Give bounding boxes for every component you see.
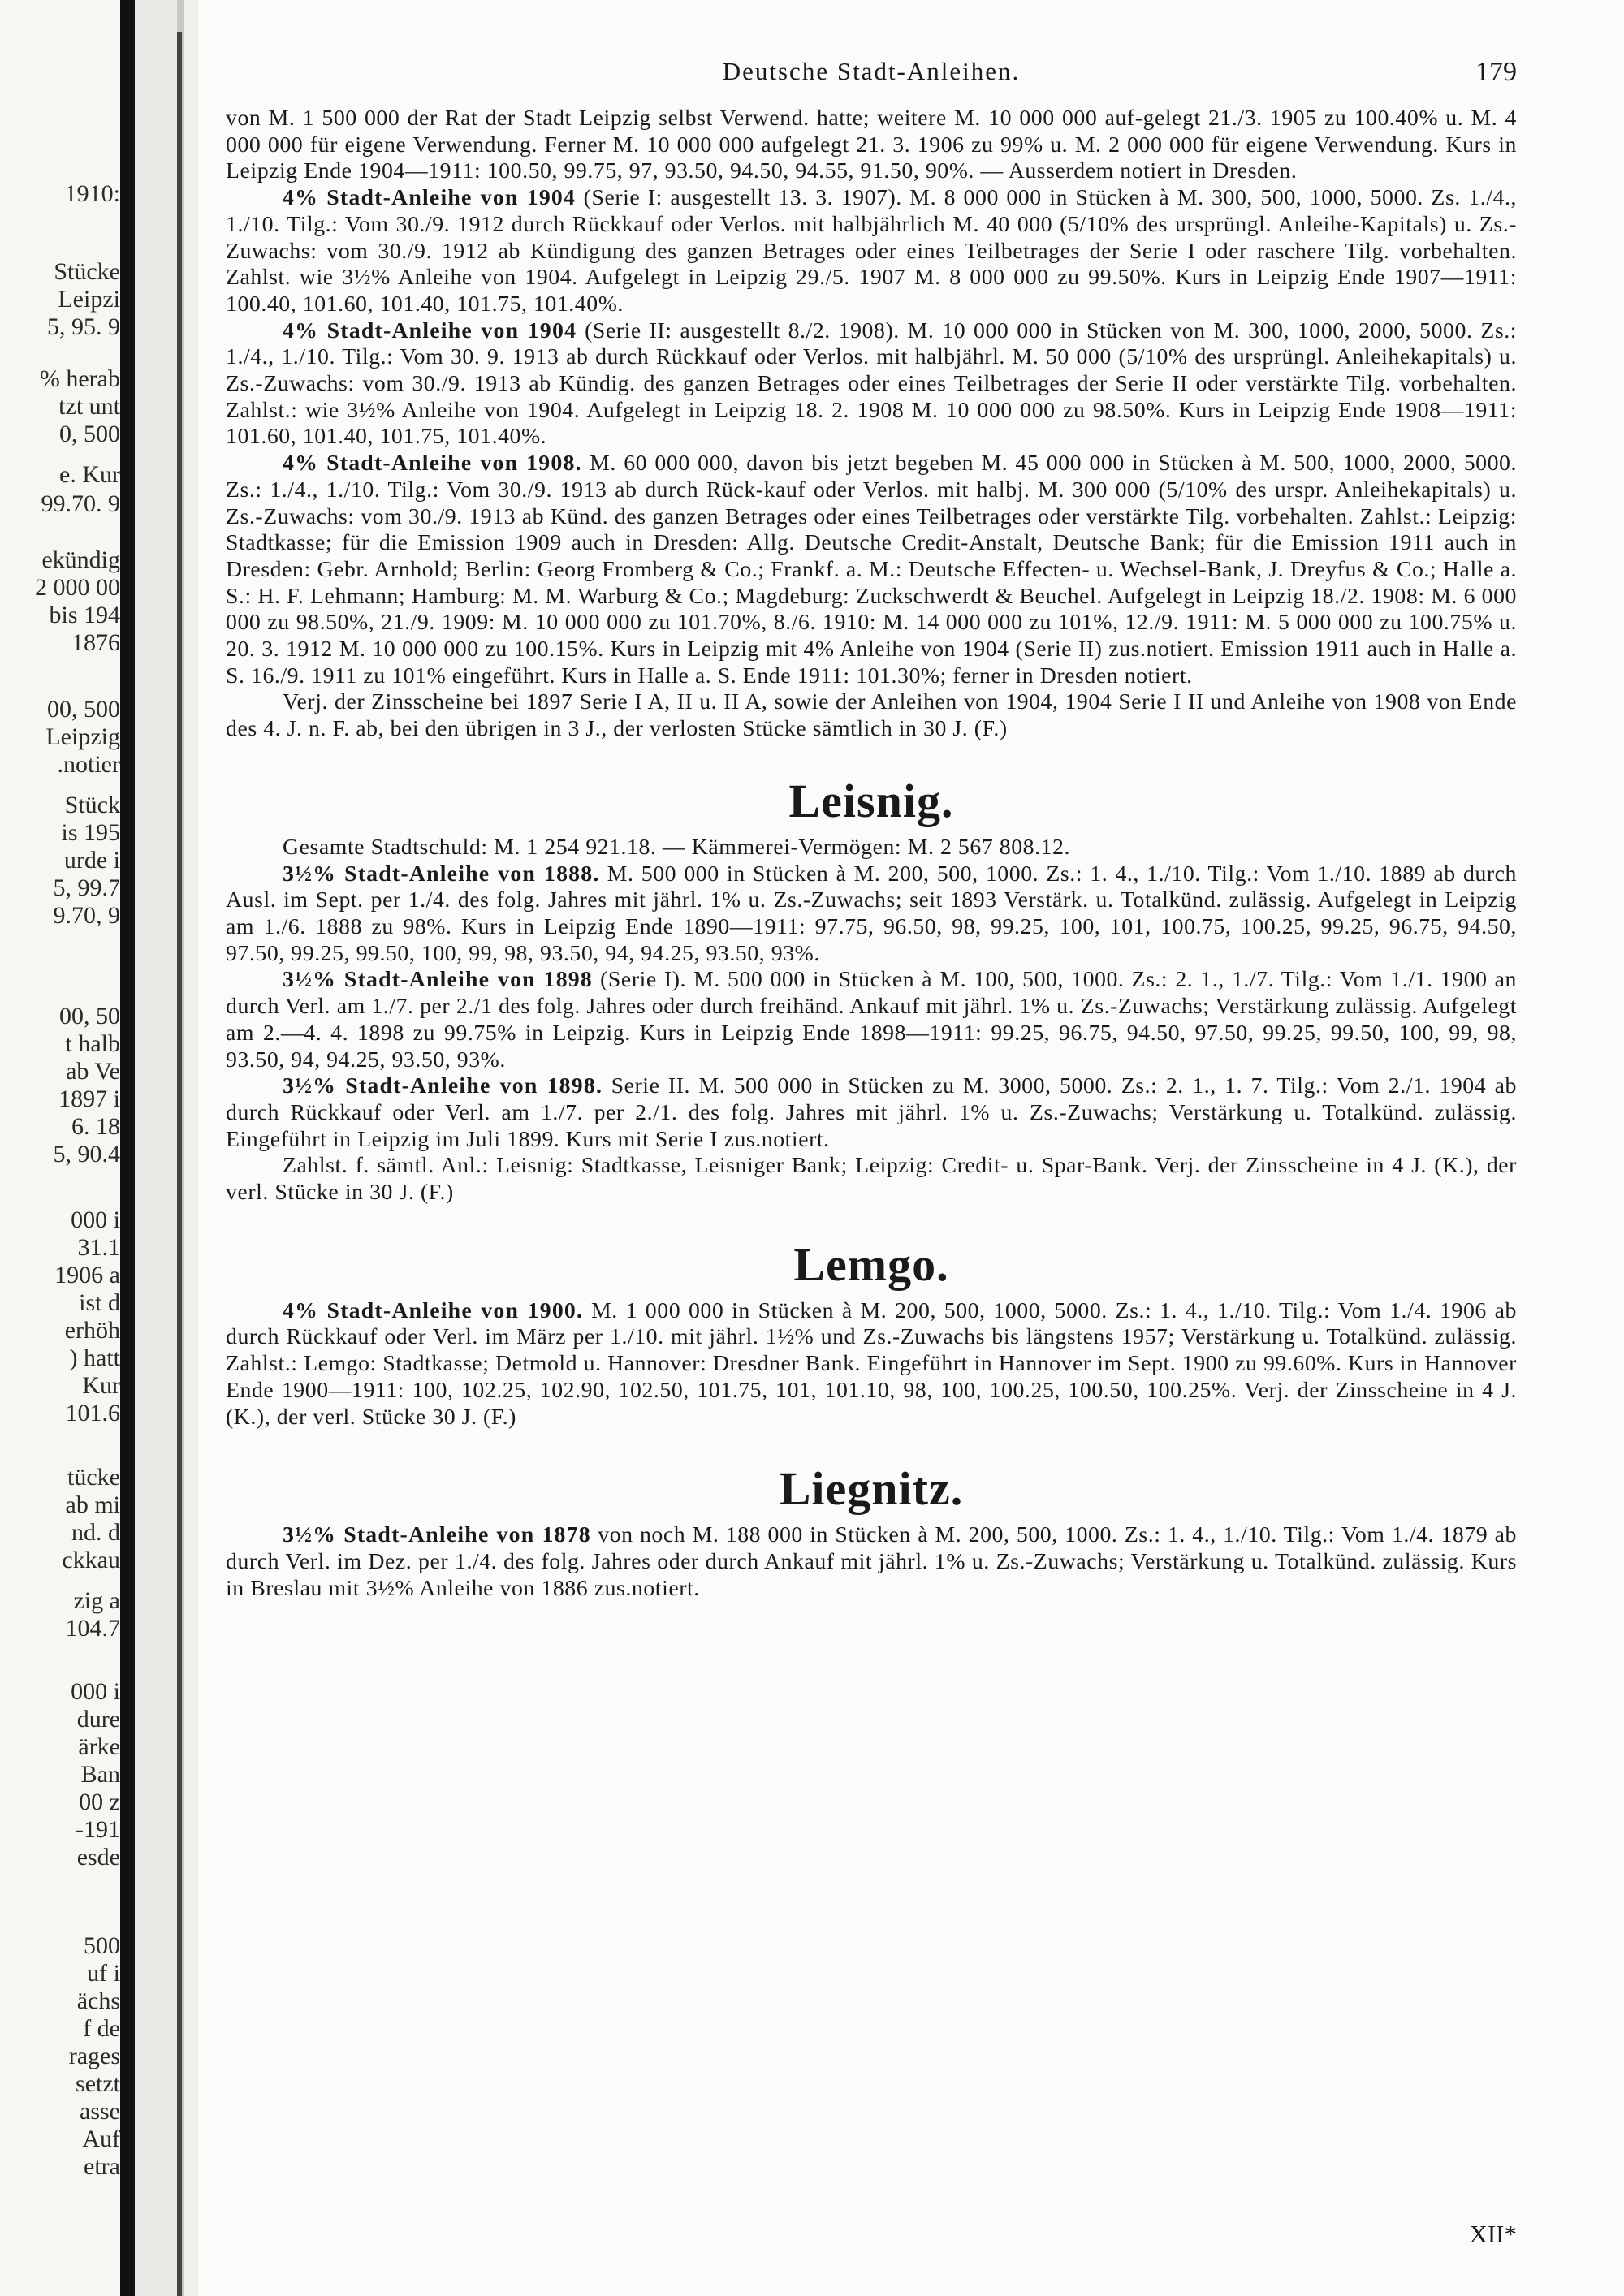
left-margin-fragment: t halb [65,1030,120,1057]
left-margin-fragment: Ban [80,1761,120,1788]
issue-heading: 3½% Stadt-Anleihe von 1898. [283,1073,603,1099]
left-margin-fragment: e. Kur [59,461,120,488]
left-margin-fragment: 6. 18 [71,1113,120,1140]
left-margin-fragment: dure [76,1706,120,1733]
left-margin-fragment: 0, 500 [59,421,120,447]
left-margin-fragment: ab mi [65,1491,120,1518]
paragraph [226,451,1517,689]
issue-heading: 3½% Stadt-Anleihe von 1888. [283,861,600,887]
left-margin-fragment: f de [83,2015,120,2042]
section-heading-liegnitz: Liegnitz. [779,1462,964,1516]
left-margin-fragment: .notier [57,751,120,778]
left-margin-fragment: ab Ve [66,1058,120,1085]
issue-text: von noch M. 188 000 in Stücken à M. 200, 500, 1000. Zs.: 1. 4., 1./10. Tilg.: Vom 1./4. 1879 ab durch Verl. im Dez. per 1./4. des folg. Jahres oder durch Ankauf mit jährl. 1% u. Zs.-Zuwachs; Verstärkung u. Totalkünd. zulässig. Kurs in Breslau mit 3½% Anleihe von 1886 zus.notiert. [226,1522,1517,1601]
issue-text: M. 500 000 in Stücken à M. 200, 500, 1000. Zs.: 1. 4., 1./10. Tilg.: Vom 1./10. 1889 ab durch Ausl. im Sept. per 1./4. des folg. Jahres mit jährl. 1% u. Zs.-Zuwachs; seit 1893 Verstärk. u. Totalkünd. zulässig. Aufgelegt in Leipzig am 1./6. 1888 zu 98%. Kurs in Leipzig Ende 1890—1911: 97.75, 96.50, 98, 99.25, 100, 101, 100.75, 100.25, 99.25, 96.75, 94.50, 97.50, 99.25, 99.50, 100, 99, 98, 93.50, 94, 94.25, 93.50, 93%. [226,861,1517,966]
left-margin-fragment: setzt [76,2070,120,2097]
left-margin-fragment: zig a [73,1587,120,1614]
left-margin-fragment: ist d [79,1289,120,1316]
paragraph [226,1298,1517,1431]
left-margin-fragment: 1906 a [54,1262,120,1288]
gutter-rule [177,32,182,2296]
left-margin-fragment: erhöh [64,1317,120,1344]
signature-mark: XII* [1469,2220,1517,2248]
issue-heading: 3½% Stadt-Anleihe von 1898 [283,967,593,993]
running-header [226,57,1517,106]
section-lemgo [226,1298,1517,1431]
left-margin-fragment: etra [84,2153,120,2180]
paragraph: Gesamte Stadtschuld: M. 1 254 921.18. — Kämmerei-Vermögen: M. 2 567 808.12. [283,834,1071,860]
left-margin-fragment: 5, 95. 9 [47,313,120,340]
left-margin-fragment: 00, 50 [59,1003,120,1029]
left-margin-fragment: bis 194 [49,602,120,628]
left-margin-fragment: Auf [82,2126,120,2152]
running-title: Deutsche Stadt-Anleihen. [722,57,1021,85]
section-liegnitz [226,1522,1517,1602]
section-heading-lemgo: Lemgo. [793,1237,949,1291]
paragraph [226,185,1517,318]
left-margin-fragment: urde i [63,847,120,874]
left-margin-fragment: tücke [67,1464,120,1491]
page-number: 179 [1475,57,1517,87]
issue-text: (Serie I). M. 500 000 in Stücken à M. 100, 500, 1000. Zs.: 2. 1., 1./7. Tilg.: Vom 1./1. 1900 an durch Verl. am 1./7. per 2./1 des folg. Jahres oder durch freihänd. Ankauf mit jährl. 1% u. Zs.-Zuwachs; Verstärkung zulässig. Aufgelegt am 2.—4. 4. 1898 zu 99.75% in Leipzig. Kurs in Leipzig Ende 1898—1911: 99.25, 96.75, 94.50, 97.50, 99.25, 99.50, 100, 99, 98, 93.50, 94, 94.25, 93.50, 93%. [226,967,1517,1072]
left-margin-fragment: 500 [84,1932,120,1959]
paragraph: Zahlst. f. sämtl. Anl.: Leisnig: Stadtkasse, Leisniger Bank; Leipzig: Credit- u. Spar-Bank. Verj. der Zinsscheine in 4 J. (K.), der verl. Stücke in 30 J. (F.) [226,1153,1517,1206]
document-page [226,57,1517,2249]
left-margin-fragment: tzt unt [58,393,120,420]
left-margin-fragment: ärke [78,1733,120,1760]
issue-text: M. 1 000 000 in Stücken à M. 200, 500, 1000, 5000. Zs.: 1. 4., 1./10. Tilg.: Vom 1./4. 1906 ab durch Rückkauf oder Verl. im März per 1./10. mit jährl. 1½% und Zs.-Zuwachs bis längstens 1957; Verstärkung u. Totalkünd. zulässig. Zahlst.: Lemgo: Stadtkasse; Detmold u. Hannover: Dresdner Bank. Eingeführt in Hannover im Sept. 1900 zu 99.60%. Kurs in Hannover Ende 1900—1911: 100, 102.25, 102.90, 102.50, 101.75, 101, 101.10, 98, 100, 100.25, 100.50, 100.25%. Verj. der Zinsscheine in 4 J. (K.), der verl. Stücke 30 J. (F.) [226,1297,1518,1430]
left-page-fragment [0,0,120,2296]
left-margin-fragment: 101.6 [65,1400,120,1426]
left-margin-fragment: ekündig [41,546,120,573]
paragraph: Verj. der Zinsscheine bei 1897 Serie I A, II u. II A, sowie der Anleihen von 1904, 1904 Serie I II und Anleihe von 1908 von Ende des 4. J. n. F. ab, bei den übrigen in 3 J., der verlosten Stücke sämtlich in 30 J. (F.) [226,689,1517,742]
paragraph: von M. 1 500 000 der Rat der Stadt Leipzig selbst Verwend. hatte; weitere M. 10 000 000 auf-gelegt 21./3. 1905 zu 100.40% u. M. 4 000 000 für eigene Verwendung. Ferner M. 10 000 000 aufgelegt 21. 3. 1906 zu 99% u. M. 2 000 000 für eigene Verwendung. Kurs in Leipzig Ende 1904—1911: 100.50, 99.75, 97, 93.50, 94.50, 94.55, 91.50, 90%. — Ausserdem notiert in Dresden. [226,106,1517,184]
left-margin-fragment: 000 i [71,1206,120,1233]
left-margin-fragment: ächs [76,1987,120,2014]
left-margin-fragment: Stück [64,792,120,818]
left-margin-fragment: 5, 99.7 [53,874,120,901]
left-margin-fragment: % herab [39,365,120,392]
left-margin-fragment: Stücke [54,258,120,285]
left-margin-fragment: Kur [82,1372,120,1399]
left-margin-fragment: Leipzig [45,723,120,750]
issue-heading: 4% Stadt-Anleihe von 1900. [283,1297,584,1323]
left-margin-fragment: 1897 i [58,1085,120,1112]
left-margin-fragment: 2 000 00 [35,574,120,601]
section-leipzig-continued [226,106,1517,743]
issue-text: Serie II. M. 500 000 in Stücken zu M. 3000, 5000. Zs.: 2. 1., 1. 7. Tilg.: Vom 2./1. 1904 ab durch Rückkauf oder Verl. am 1./7. per 2./1. des folg. Jahres mit jährl. 1% u. Zs.-Zuwachs; Verstärkung u. Totalkünd. zulässig. Eingeführt in Leipzig im Juli 1899. Kurs mit Serie I zus.notiert. [226,1073,1517,1152]
left-margin-fragment: ) hatt [69,1344,120,1371]
paragraph [226,1073,1517,1153]
paragraph [226,318,1517,451]
issue-heading: 4% Stadt-Anleihe von 1908. [283,451,582,477]
left-margin-fragment: 1876 [71,629,120,656]
paragraph [226,1522,1517,1602]
left-margin-fragment: -191 [76,1816,120,1843]
left-margin-fragment: uf i [87,1960,120,1987]
issue-heading: 4% Stadt-Anleihe von 1904 [283,317,577,343]
issue-text: M. 60 000 000, davon bis jetzt begeben M. 45 000 000 in Stücken à M. 500, 1000, 2000, 5000. Zs.: 1./4., 1./10. Tilg.: Vom 30./9. 1913 ab durch Rück-kauf oder Verlos. mit halbj. M. 300 000 (5/10% des urspr. Anleihekapitals) u. Zs.-Zuwachs: vom 30./9. 1913 ab Künd. des ganzen Betrages oder eines Teilbetrages oder verstärkte Tilg. vorbehalten. Zahlst.: Leipzig: Stadtkasse; für die Emission 1909 auch in Dresden: Allg. Deutsche Credit-Anstalt, Deutsche Bank; für die Emission 1911 auch in Dresden: Gebr. Arnhold; Berlin: Georg Fromberg & Co.; Frankf. a. M.: Deutsche Effecten- u. Wechsel-Bank, J. Dreyfus & Co.; Halle a. S.: H. F. Lehmann; Hamburg: M. M. Warburg & Co.; Magdeburg: Zuckschwerdt & Beuchel. Aufgelegt in Leipzig 18./2. 1908: M. 6 000 000 zu 98.50%, 21./9. 1909: M. 10 000 000 zu 101.70%, 8./6. 1910: M. 14 000 000 zu 101%, 12./9. 1911: M. 5 000 000 zu 100.75% u. 20. 3. 1912 M. 10 000 000 zu 100.15%. Kurs in Leipzig mit 4% Anleihe von 1904 (Serie II) zus.notiert. Emission 1911 auch in Halle a. S. 16./9. 1911 zu 101% eingeführt. Kurs in Halle a. S. Ende 1911: 101.30%; ferner in Dresden notiert. [226,451,1517,688]
issue-text: (Serie I: ausgestellt 13. 3. 1907). M. 8 000 000 in Stücken à M. 300, 500, 1000, 5000. Zs. 1./4., 1./10. Tilg.: Vom 30./9. 1912 durch Rückkauf oder Verlos. mit halbjährlich M. 40 000 (5/10% des ursprüngl. Anleihe-Kapitals) u. Zs.-Zuwachs: vom 30./9. 1912 ab Kündigung des ganzen Betrages oder eines Teilbetrages der Serie I oder raschere Tilg. vorbehalten. Zahlst. wie 3½% Anleihe von 1904. Aufgelegt in Leipzig 29./5. 1907 M. 8 000 000 zu 99.50%. Kurs in Leipzig Ende 1907—1911: 100.40, 101.60, 101.40, 101.75, 101.40%. [226,185,1517,317]
issue-text: (Serie II: ausgestellt 8./2. 1908). M. 10 000 000 in Stücken von M. 300, 1000, 2000, 5000. Zs.: 1./4., 1./10. Tilg.: Vom 30. 9. 1913 ab durch Rückkauf oder Verlos. mit halbjährl. M. 50 000 (5/10% des ursprüngl. Anleihekapitals) u. Zs.-Zuwachs: vom 30./9. 1913 ab Kündig. des ganzen Betrages oder eines Teilbetrages der Serie II oder verstärkte Tilg. vorbehalten. Zahlst.: wie 3½% Anleihe von 1904. Aufgelegt in Leipzig 18. 2. 1908 M. 10 000 000 zu 98.50%. Kurs in Leipzig Ende 1908—1911: 101.60, 101.40, 101.75, 101.40%. [226,317,1517,450]
left-margin-fragment: is 195 [61,819,120,846]
book-gutter [120,0,198,2296]
left-margin-fragment: 00 z [79,1789,120,1815]
issue-heading: 3½% Stadt-Anleihe von 1878 [283,1522,591,1548]
left-margin-fragment: 104.7 [65,1615,120,1642]
left-margin-fragment: asse [80,2098,120,2125]
left-margin-fragment: 1910: [64,180,120,207]
left-margin-fragment: 00, 500 [47,696,120,723]
left-margin-fragment: Leipzi [58,286,120,313]
paragraph [226,967,1517,1073]
left-margin-fragment: nd. d [71,1519,120,1546]
section-leisnig [226,835,1517,1206]
section-heading-leisnig: Leisnig. [788,774,954,827]
paragraph [226,861,1517,968]
left-margin-fragment: esde [76,1844,120,1871]
left-margin-fragment: ckkau [62,1547,120,1573]
issue-heading: 4% Stadt-Anleihe von 1904 [283,185,577,211]
left-margin-fragment: rages [68,2043,120,2069]
left-margin-fragment: 5, 90.4 [53,1141,120,1167]
left-margin-fragment: 31.1 [77,1234,120,1261]
left-margin-fragment: 9.70, 9 [53,902,120,929]
left-margin-fragment: 000 i [71,1678,120,1705]
left-margin-fragment: 99.70. 9 [41,490,120,517]
